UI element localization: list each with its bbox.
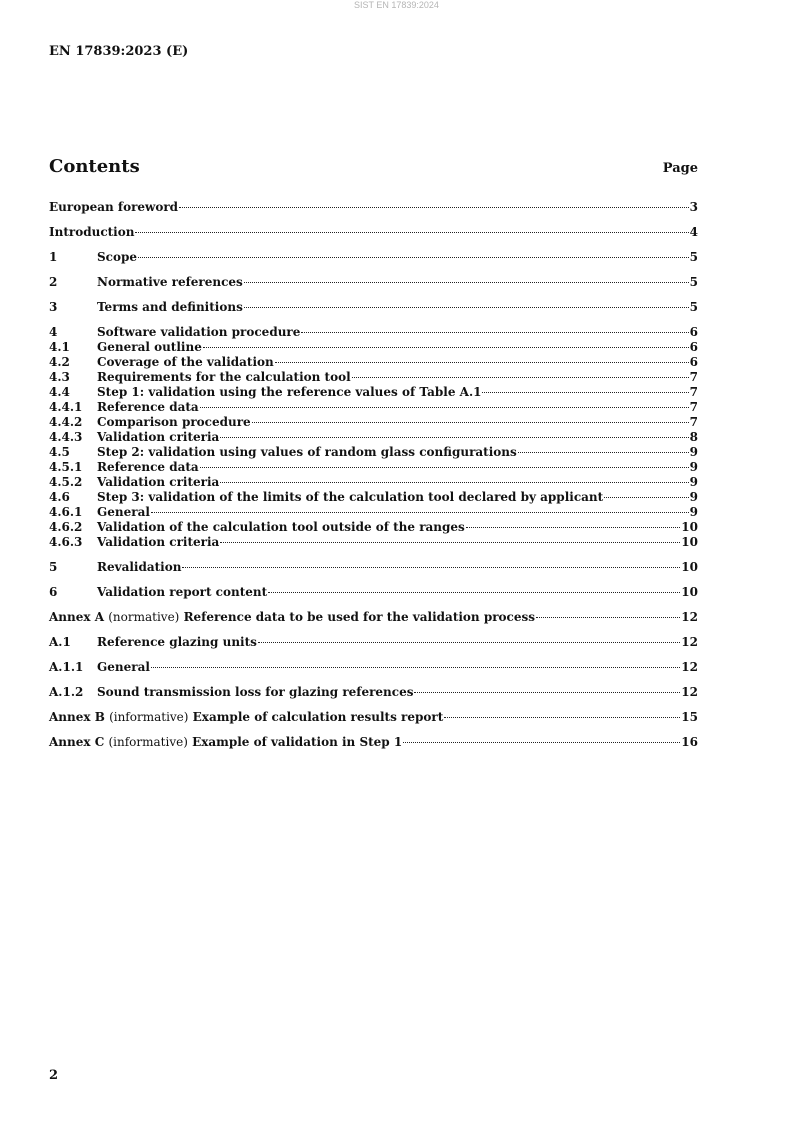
toc-leader-dots (252, 422, 689, 423)
toc-entry-label: Software validation procedure (97, 325, 301, 339)
toc-entry[interactable] (49, 250, 698, 265)
toc-entry-label: Comparison procedure (97, 415, 251, 429)
toc-entry-number: 4 (49, 325, 58, 339)
toc-entry-label: Step 2: validation using values of random glass configurations (97, 445, 517, 459)
toc-leader-dots (258, 642, 680, 643)
toc-entry-number: 2 (49, 275, 58, 289)
toc-leader-dots (518, 452, 689, 453)
toc-entry[interactable] (49, 400, 698, 415)
toc-entry-label: Reference data (97, 400, 199, 414)
toc-entry[interactable] (49, 475, 698, 490)
toc-entry-number: 4.4 (49, 385, 70, 399)
toc-entry-page: 10 (681, 535, 698, 549)
toc-entry-page: 10 (681, 585, 698, 599)
toc-entry-page: 6 (689, 340, 698, 354)
toc-entry-page: 12 (681, 610, 698, 624)
toc-entry[interactable] (49, 355, 698, 370)
toc-leader-dots (203, 347, 689, 348)
toc-entry-page: 9 (689, 490, 698, 504)
toc-leader-dots (275, 362, 689, 363)
toc-leader-dots (482, 392, 688, 393)
toc-entry[interactable] (49, 660, 698, 675)
toc-entry-label: Scope (97, 250, 138, 264)
toc-entry-number: 5 (49, 560, 58, 574)
toc-entry-label: Normative references (97, 275, 243, 289)
toc-entry-label: Revalidation (97, 560, 182, 574)
toc-entry-number: 4.4.3 (49, 430, 83, 444)
toc-entry-label: Validation criteria (97, 430, 220, 444)
toc-entry-page: 9 (689, 460, 698, 474)
toc-page-label: Page (662, 161, 698, 176)
toc-entry-page: 10 (681, 560, 698, 574)
toc-entry-number: A.1 (49, 635, 71, 649)
toc-entry-label: Validation criteria (97, 535, 220, 549)
toc-header (49, 156, 698, 177)
toc-entry-page: 5 (689, 250, 698, 264)
toc-annex-heading (49, 710, 443, 725)
toc-entry[interactable] (49, 445, 698, 460)
toc-entry-label: Example of calculation results report (192, 710, 444, 724)
toc-annex-entry[interactable] (49, 735, 698, 750)
toc-entry-label: Sound transmission loss for glazing references (97, 685, 414, 699)
toc-entry[interactable] (49, 200, 698, 215)
toc-entry-label: Reference glazing units (97, 635, 257, 649)
toc-entry-label: Step 3: validation of the limits of the calculation tool declared by applicant (97, 490, 604, 504)
toc-entry-page: 8 (689, 430, 698, 444)
toc-leader-dots (536, 617, 680, 618)
toc-entry-label: Step 1: validation using the reference values of Table A.1 (97, 385, 482, 399)
toc-leader-dots (200, 407, 689, 408)
toc-entry-page: 9 (689, 445, 698, 459)
toc-leader-dots (220, 437, 688, 438)
toc-entry[interactable] (49, 430, 698, 445)
table-of-contents (49, 200, 698, 750)
watermark: SIST EN 17839:2024 (354, 0, 439, 10)
toc-entry[interactable] (49, 635, 698, 650)
toc-entry-page: 5 (689, 275, 698, 289)
toc-leader-dots (200, 467, 689, 468)
toc-leader-dots (179, 207, 689, 208)
toc-entry-page: 3 (689, 200, 698, 214)
toc-annex-heading (49, 610, 535, 625)
toc-entry-number: 4.5.2 (49, 475, 83, 489)
toc-annex-entry[interactable] (49, 610, 698, 625)
toc-entry-label: Introduction (49, 225, 135, 239)
toc-entry-page: 7 (689, 415, 698, 429)
toc-entry-page: 16 (681, 735, 698, 749)
toc-entry-page: 4 (689, 225, 698, 239)
toc-entry-label: Validation of the calculation tool outside of the ranges (97, 520, 465, 534)
toc-entry-label: General (97, 505, 150, 519)
toc-entry-number: 4.5.1 (49, 460, 83, 474)
toc-entry[interactable] (49, 225, 698, 240)
toc-entry[interactable] (49, 275, 698, 290)
toc-entry-number: 6 (49, 585, 58, 599)
toc-entry-page: 12 (681, 685, 698, 699)
toc-entry-number: 1 (49, 250, 58, 264)
toc-entry-page: 6 (689, 355, 698, 369)
toc-entry-label: Terms and definitions (97, 300, 243, 314)
toc-entry[interactable] (49, 340, 698, 355)
toc-entry-number: 4.5 (49, 445, 70, 459)
toc-leader-dots (414, 692, 680, 693)
toc-entry[interactable] (49, 505, 698, 520)
toc-leader-dots (352, 377, 689, 378)
toc-leader-dots (444, 717, 680, 718)
toc-entry[interactable] (49, 460, 698, 475)
toc-entry[interactable] (49, 370, 698, 385)
toc-entry-page: 7 (689, 400, 698, 414)
toc-title: Contents (49, 156, 140, 177)
toc-entry[interactable] (49, 490, 698, 505)
toc-leader-dots (403, 742, 680, 743)
toc-entry-label: Requirements for the calculation tool (97, 370, 351, 384)
toc-leader-dots (268, 592, 680, 593)
toc-entry-number: 4.4.1 (49, 400, 83, 414)
toc-entry-number: A.1.2 (49, 685, 84, 699)
toc-leader-dots (151, 512, 689, 513)
toc-entry[interactable] (49, 535, 698, 550)
toc-entry-number: 4.6.3 (49, 535, 83, 549)
toc-entry[interactable] (49, 300, 698, 315)
toc-annex-id: Annex A (49, 610, 105, 624)
toc-entry-label: General (97, 660, 150, 674)
toc-entry-label: Reference data (97, 460, 199, 474)
toc-entry-number: 4.6 (49, 490, 70, 504)
toc-entry-page: 12 (681, 660, 698, 674)
toc-entry-label: General outline (97, 340, 202, 354)
toc-entry[interactable] (49, 685, 698, 700)
toc-entry-page: 9 (689, 505, 698, 519)
toc-entry[interactable] (49, 415, 698, 430)
toc-entry[interactable] (49, 520, 698, 535)
toc-entry-page: 12 (681, 635, 698, 649)
toc-annex-entry[interactable] (49, 710, 698, 725)
toc-leader-dots (138, 257, 689, 258)
toc-entry-label: European foreword (49, 200, 179, 214)
toc-leader-dots (151, 667, 680, 668)
document-id: EN 17839:2023 (E) (49, 44, 189, 59)
toc-entry[interactable] (49, 385, 698, 400)
page-number: 2 (49, 1068, 59, 1083)
toc-annex-qualifier: (informative) (108, 735, 188, 749)
toc-leader-dots (604, 497, 688, 498)
toc-entry-page: 15 (681, 710, 698, 724)
toc-annex-id: Annex B (49, 710, 105, 724)
toc-entry-page: 10 (681, 520, 698, 534)
toc-annex-heading (49, 735, 402, 750)
toc-entry[interactable] (49, 585, 698, 600)
toc-entry-page: 9 (689, 475, 698, 489)
toc-leader-dots (182, 567, 680, 568)
toc-leader-dots (220, 482, 688, 483)
toc-entry-number: 4.4.2 (49, 415, 83, 429)
toc-entry-label: Example of validation in Step 1 (192, 735, 403, 749)
toc-annex-qualifier: (informative) (109, 710, 189, 724)
toc-entry[interactable] (49, 325, 698, 340)
toc-leader-dots (244, 307, 689, 308)
toc-entry-label: Validation criteria (97, 475, 220, 489)
toc-entry-number: 4.6.1 (49, 505, 83, 519)
toc-entry-label: Validation report content (97, 585, 268, 599)
toc-leader-dots (244, 282, 689, 283)
toc-annex-qualifier: (normative) (108, 610, 180, 624)
toc-leader-dots (220, 542, 680, 543)
toc-entry-number: 4.1 (49, 340, 70, 354)
toc-entry-page: 7 (689, 385, 698, 399)
toc-entry-page: 7 (689, 370, 698, 384)
toc-entry-number: 3 (49, 300, 58, 314)
toc-entry-label: Reference data to be used for the validation process (183, 610, 535, 624)
toc-annex-id: Annex C (49, 735, 105, 749)
toc-entry-page: 6 (689, 325, 698, 339)
toc-leader-dots (466, 527, 680, 528)
toc-entry-number: 4.3 (49, 370, 70, 384)
toc-entry-label: Coverage of the validation (97, 355, 274, 369)
toc-entry-number: 4.2 (49, 355, 70, 369)
toc-leader-dots (135, 232, 688, 233)
toc-entry-number: 4.6.2 (49, 520, 83, 534)
toc-entry-page: 5 (689, 300, 698, 314)
toc-leader-dots (301, 332, 688, 333)
toc-entry-number: A.1.1 (49, 660, 84, 674)
toc-entry[interactable] (49, 560, 698, 575)
